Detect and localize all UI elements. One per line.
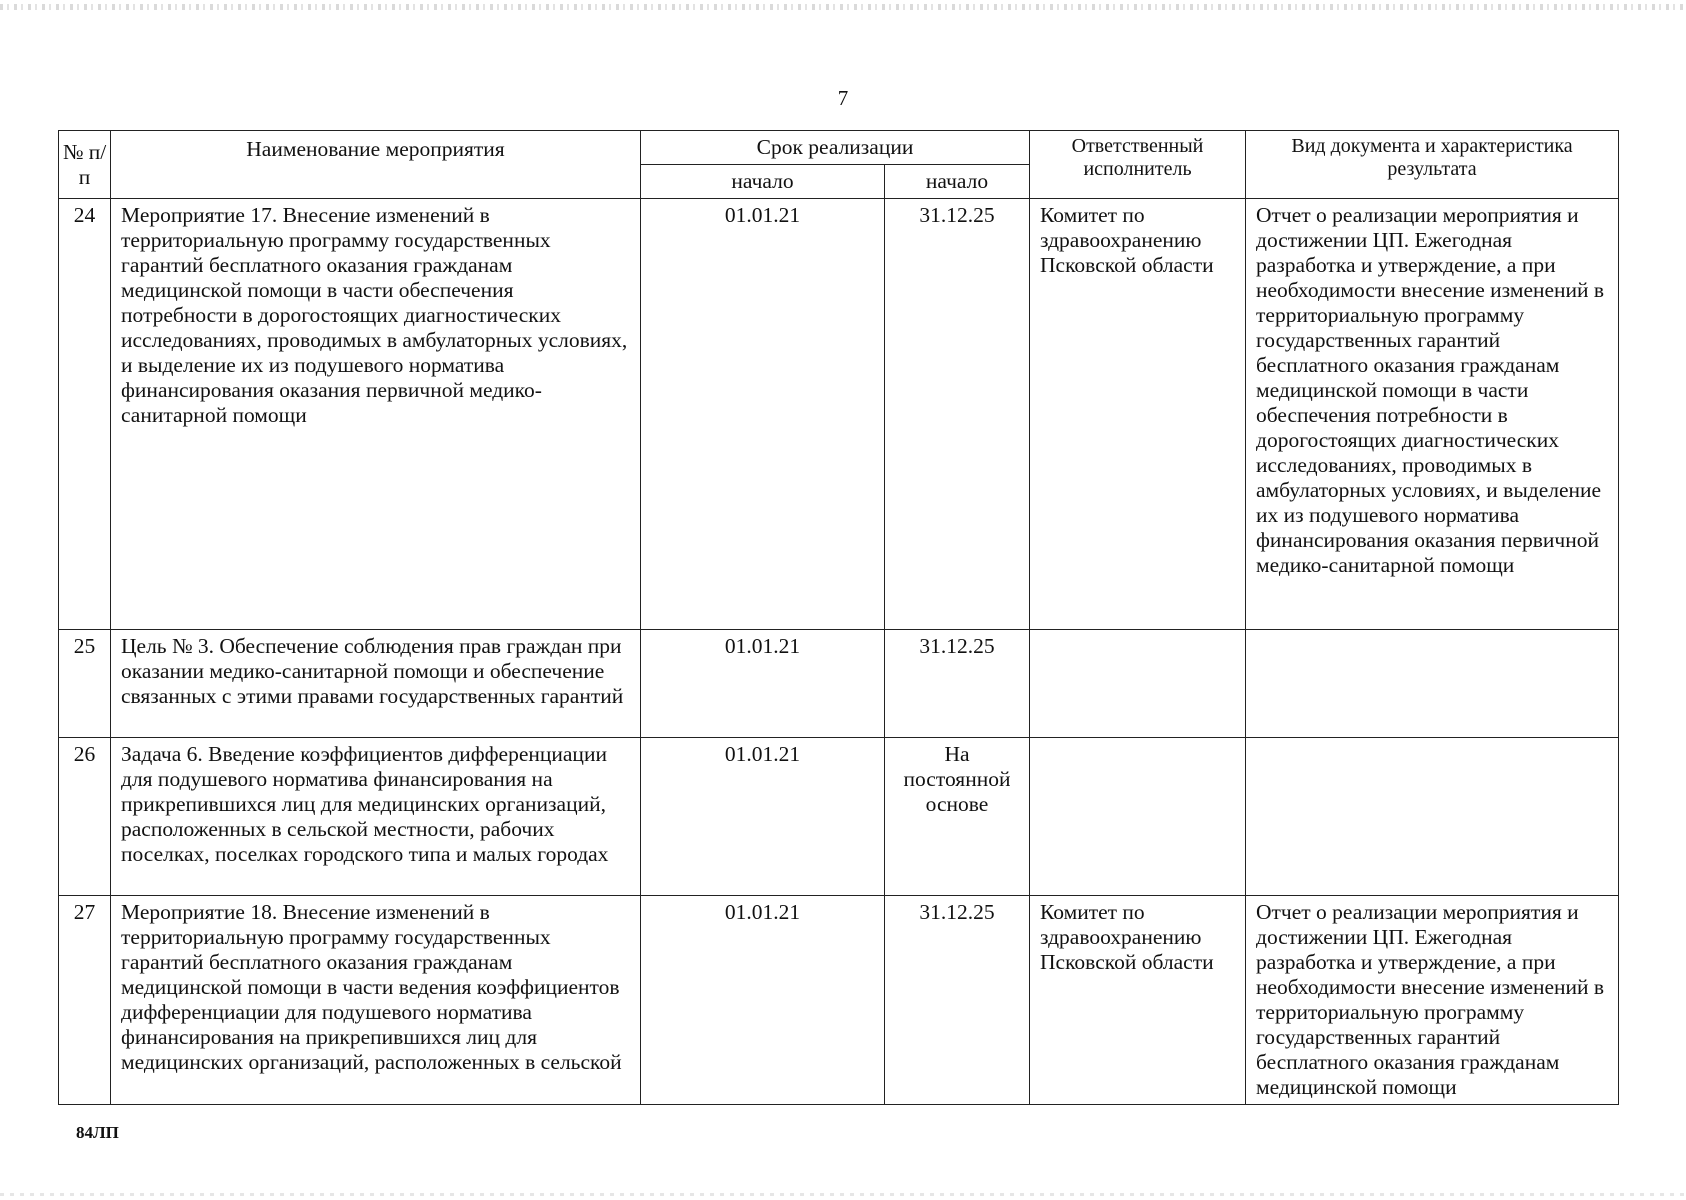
activity-name: Цель № 3. Обеспечение соблюдения прав граждан при оказании медико-санитарной помощи и обеспечение связанных с этими правами государственных гарантий: [111, 630, 641, 738]
header-result: Вид документа и характеристика результата: [1246, 131, 1619, 199]
table-row: [59, 199, 1619, 630]
result-description: Отчет о реализации мероприятия и достижении ЦП. Ежегодная разработка и утверждение, а при необходимости внесение изменений в территориальную программу государственных гарантий бесплатного оказания гражданам медицинской помощи в части обеспечения потребности в дорогостоящих диагностических исследованиях, проводимых в амбулаторных условиях, и выделение их из подушевого норматива финансирования оказания первичной медико-санитарной помощи: [1246, 199, 1619, 630]
page-number: 7: [837, 86, 849, 110]
executor: [1030, 630, 1246, 738]
document-code: 84ЛП: [76, 1123, 119, 1142]
end-date: 31.12.25: [885, 630, 1030, 738]
executor: [1030, 738, 1246, 896]
executor: Комитет по здравоохранению Псковской области: [1030, 199, 1246, 630]
scan-edge-top: [0, 4, 1686, 10]
header-num: № п/п: [59, 131, 111, 199]
table-row: [59, 896, 1619, 1105]
result-description: Отчет о реализации мероприятия и достижении ЦП. Ежегодная разработка и утверждение, а при необходимости внесение изменений в территориальную программу государственных гарантий бесплатного оказания гражданам медицинской помощи: [1246, 896, 1619, 1105]
result-description: [1246, 738, 1619, 896]
row-number: 26: [59, 738, 111, 896]
activity-name: Мероприятие 18. Внесение изменений в территориальную программу государственных гарантий бесплатного оказания гражданам медицинской помощи в части ведения коэффициентов дифференциации для подушевого норматива финансирования на прикрепившихся лиц для медицинских организаций, расположенных в сельской: [111, 896, 641, 1105]
activity-name: Мероприятие 17. Внесение изменений в территориальную программу государственных гарантий бесплатного оказания гражданам медицинской помощи в части обеспечения потребности в дорогостоящих диагностических исследованиях, проводимых в амбулаторных условиях, и выделение их из подушевого норматива финансирования оказания первичной медико-санитарной помощи: [111, 199, 641, 630]
start-date: 01.01.21: [641, 896, 885, 1105]
table-row: [59, 738, 1619, 896]
header-period: Срок реализации: [641, 131, 1030, 165]
activity-name: Задача 6. Введение коэффициентов дифференциации для подушевого норматива финансирования на прикрепившихся лиц для медицинских организаций, расположенных в сельской местности, рабочих поселках, поселках городского типа и малых городах: [111, 738, 641, 896]
header-start: начало: [641, 165, 885, 199]
executor: Комитет по здравоохранению Псковской области: [1030, 896, 1246, 1105]
end-date: На постоянной основе: [885, 738, 1030, 896]
scan-edge-bottom: [0, 1193, 1686, 1196]
header-executor: Ответственный исполнитель: [1030, 131, 1246, 199]
row-number: 25: [59, 630, 111, 738]
start-date: 01.01.21: [641, 199, 885, 630]
row-number: 24: [59, 199, 111, 630]
start-date: 01.01.21: [641, 630, 885, 738]
result-description: [1246, 630, 1619, 738]
end-date: 31.12.25: [885, 896, 1030, 1105]
activities-table: [58, 130, 1619, 1105]
start-date: 01.01.21: [641, 738, 885, 896]
end-date: 31.12.25: [885, 199, 1030, 630]
header-row: [59, 131, 1619, 165]
header-end: начало: [885, 165, 1030, 199]
table-row: [59, 630, 1619, 738]
header-name: Наименование мероприятия: [111, 131, 641, 199]
row-number: 27: [59, 896, 111, 1105]
